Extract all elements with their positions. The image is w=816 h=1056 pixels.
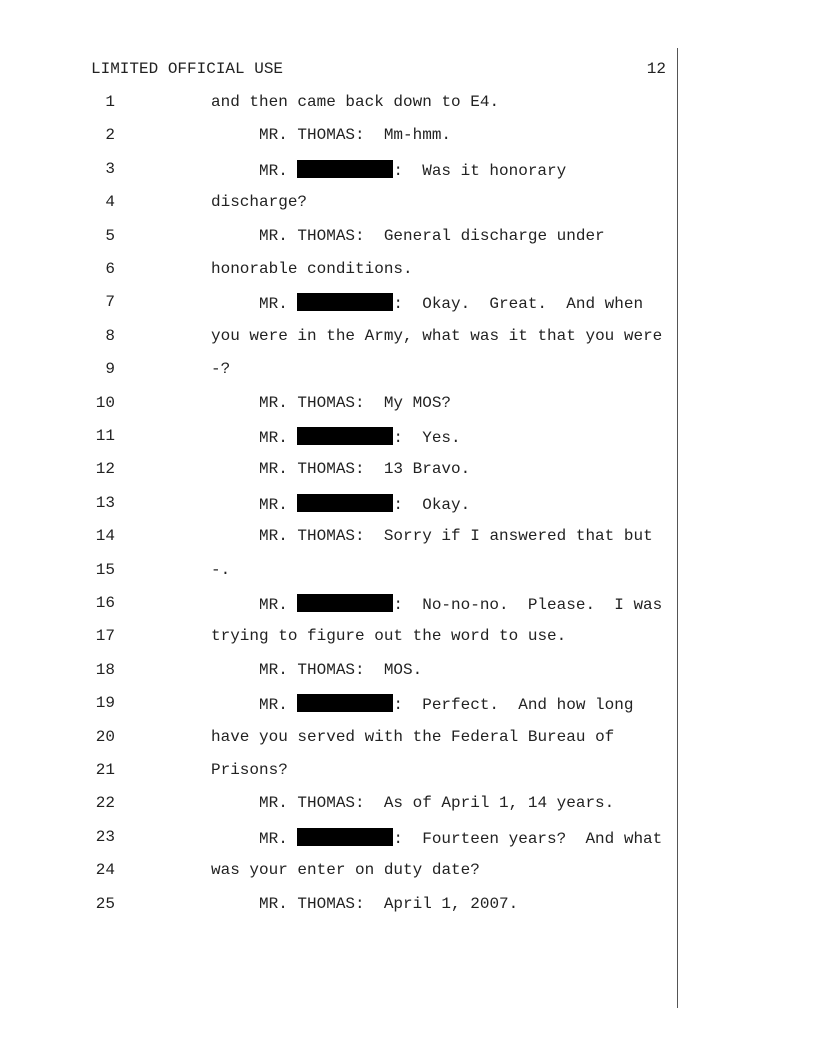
line-number: 24 — [95, 861, 115, 880]
line-text-start: you were in the Army, what was it that you were — [211, 326, 663, 345]
line-text-start: MR. THOMAS: MOS. — [259, 660, 423, 679]
line-number: 11 — [95, 427, 115, 445]
redaction-box — [297, 293, 393, 311]
line-number: 3 — [105, 159, 115, 178]
line-text-end: : Fourteen years? And what — [393, 829, 663, 848]
line-text — [259, 794, 614, 812]
line-text — [211, 861, 480, 879]
transcript-line — [0, 460, 677, 482]
transcript-line — [0, 394, 677, 416]
line-text — [211, 728, 614, 746]
line-text-start: MR. THOMAS: As of April 1, 14 years. — [259, 794, 615, 813]
line-text — [259, 494, 470, 514]
line-text — [259, 694, 633, 714]
line-text — [211, 327, 662, 345]
line-text-start: was your enter on duty date? — [211, 861, 480, 880]
line-number: 9 — [105, 360, 115, 379]
line-text-start: MR. THOMAS: Mm-hmm. — [259, 126, 452, 145]
line-number: 20 — [95, 727, 115, 746]
line-number: 4 — [105, 193, 115, 212]
transcript-line — [0, 561, 677, 583]
line-text — [211, 761, 288, 779]
line-number: 15 — [95, 560, 115, 579]
line-number: 13 — [95, 493, 115, 512]
redaction-box — [297, 828, 393, 846]
transcript-line — [0, 227, 677, 249]
line-text-start: have you served with the Federal Bureau of — [211, 727, 615, 746]
line-number: 16 — [95, 594, 115, 612]
line-text — [211, 627, 566, 645]
redaction-box — [297, 427, 393, 445]
transcript-line — [0, 160, 677, 182]
line-number: 25 — [95, 894, 115, 913]
transcript-line — [0, 694, 677, 716]
line-text — [259, 828, 662, 848]
transcript-line — [0, 594, 677, 616]
line-text-start: MR. — [259, 295, 298, 314]
line-number: 19 — [95, 694, 115, 713]
right-margin-rule — [677, 48, 678, 1008]
transcript-line — [0, 193, 677, 215]
line-text — [259, 895, 518, 913]
transcript-line — [0, 360, 677, 382]
transcript-line — [0, 828, 677, 850]
line-text — [259, 394, 451, 412]
line-text-start: discharge? — [211, 193, 308, 212]
transcript-line — [0, 427, 677, 449]
line-text-start: MR. — [259, 829, 298, 848]
line-text-end: : No-no-no. Please. I was — [393, 596, 663, 614]
line-text — [259, 293, 643, 313]
classification-marking: LIMITED OFFICIAL USE — [91, 60, 284, 78]
line-text — [259, 460, 470, 478]
line-text-end: : Okay. Great. And when — [393, 295, 644, 314]
line-number: 14 — [95, 527, 115, 546]
transcript-line — [0, 260, 677, 282]
line-text-end: : Perfect. And how long — [393, 696, 634, 715]
transcript-line — [0, 93, 677, 115]
transcript-line — [0, 728, 677, 750]
redaction-box — [297, 494, 393, 512]
line-text — [211, 360, 230, 378]
transcript-line — [0, 494, 677, 516]
line-text — [211, 93, 499, 111]
line-text-start: MR. THOMAS: April 1, 2007. — [259, 894, 519, 913]
transcript-line — [0, 627, 677, 649]
line-text — [259, 427, 461, 447]
line-text-start: and then came back down to E4. — [211, 93, 500, 111]
transcript-line — [0, 861, 677, 883]
line-number: 22 — [95, 794, 115, 813]
transcript-line — [0, 293, 677, 315]
line-number: 7 — [105, 293, 115, 312]
redaction-box — [297, 160, 393, 178]
line-number: 17 — [95, 627, 115, 646]
transcript-line — [0, 895, 677, 917]
redaction-box — [297, 694, 393, 712]
transcript-line — [0, 126, 677, 148]
transcript-line — [0, 527, 677, 549]
line-text-start: trying to figure out the word to use. — [211, 627, 567, 646]
transcript-line — [0, 761, 677, 783]
transcript-line — [0, 327, 677, 349]
redaction-box — [297, 594, 393, 612]
line-number: 18 — [95, 660, 115, 679]
line-text-start: honorable conditions. — [211, 260, 413, 278]
line-text-start: MR. — [259, 696, 298, 715]
line-text-start: MR. — [259, 495, 298, 514]
line-number: 5 — [105, 226, 115, 245]
line-text — [211, 561, 230, 579]
line-text — [211, 193, 307, 211]
line-text — [259, 527, 653, 545]
line-number: 23 — [95, 827, 115, 846]
line-number: 2 — [105, 126, 115, 145]
line-number: 21 — [95, 761, 115, 779]
line-text-start: MR. — [259, 596, 298, 614]
line-number: 8 — [105, 326, 115, 345]
line-text — [259, 227, 605, 245]
line-text-end: : Yes. — [393, 429, 461, 447]
line-text-start: MR. THOMAS: 13 Bravo. — [259, 460, 471, 479]
line-text-start: MR. THOMAS: Sorry if I answered that but — [259, 527, 653, 546]
line-text-start: -? — [211, 360, 231, 379]
line-text-start: MR. THOMAS: My MOS? — [259, 393, 452, 412]
page-number: 12 — [646, 60, 666, 78]
line-number: 1 — [105, 93, 115, 111]
line-number: 12 — [95, 460, 115, 479]
line-text-start: -. — [211, 560, 231, 579]
line-text-start: MR. — [259, 161, 298, 180]
line-text — [259, 594, 662, 614]
line-text-end: : Okay. — [393, 495, 471, 514]
line-text — [259, 661, 422, 679]
line-text — [211, 260, 413, 278]
line-number: 6 — [105, 260, 115, 278]
transcript-line — [0, 794, 677, 816]
line-text — [259, 160, 566, 180]
line-text-end: : Was it honorary — [393, 161, 567, 180]
line-text-start: MR. THOMAS: General discharge under — [259, 226, 605, 245]
line-text — [259, 126, 451, 144]
line-text-start: Prisons? — [211, 761, 288, 779]
transcript-line — [0, 661, 677, 683]
line-number: 10 — [95, 393, 115, 412]
line-text-start: MR. — [259, 429, 298, 447]
